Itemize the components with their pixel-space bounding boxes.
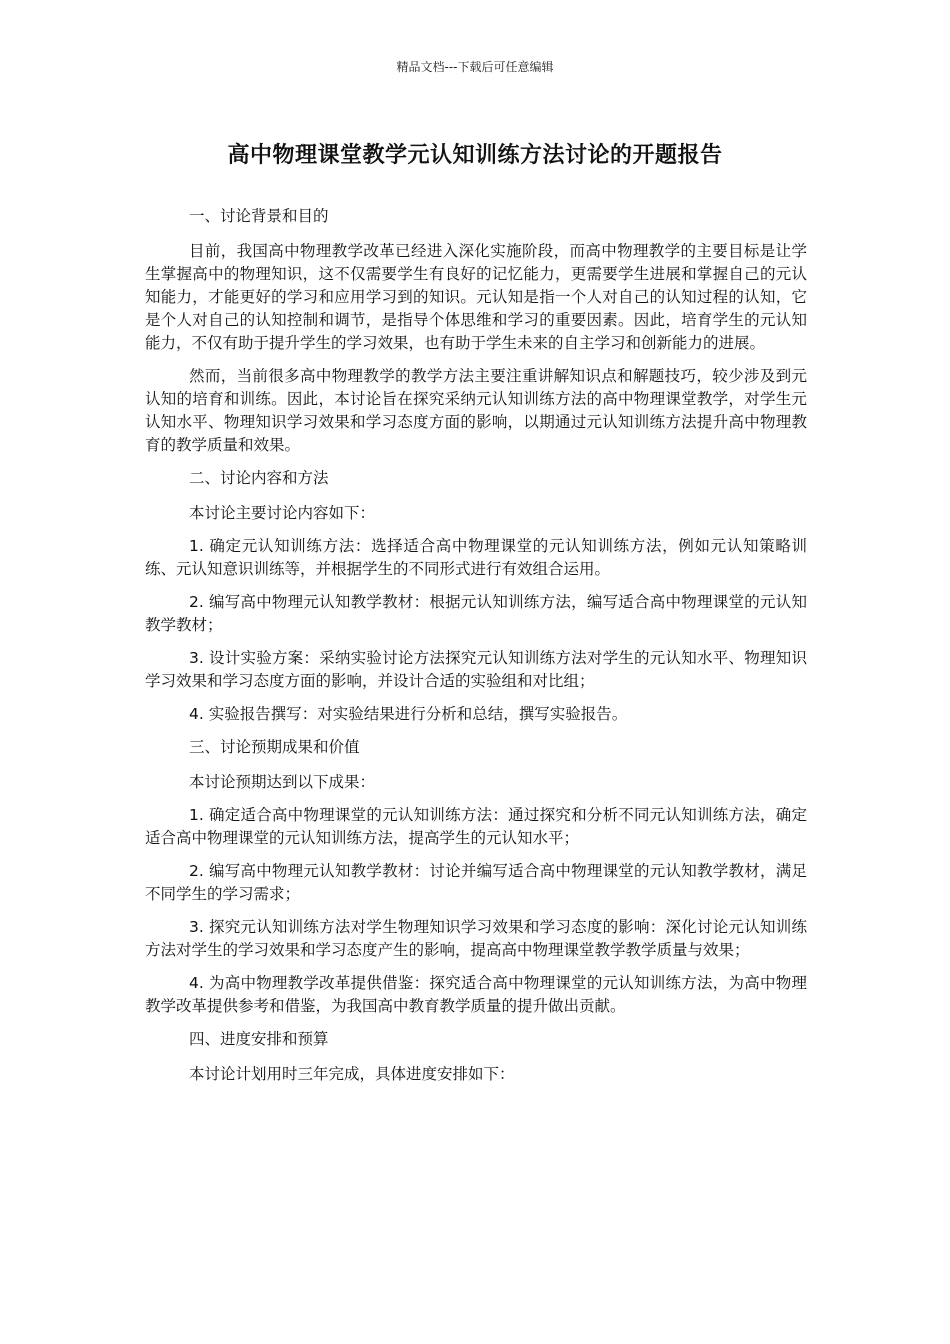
body-paragraph: 本讨论主要讨论内容如下： (189, 504, 376, 522)
section-heading: 四、进度安排和预算 (189, 1030, 329, 1048)
list-item: 2. 编写高中物理元认知教学教材：讨论并编写适合高中物理课堂的元认知教学教材，满足不同学生的学习需求； (145, 862, 807, 903)
section-heading: 三、讨论预期成果和价值 (189, 738, 360, 756)
body-paragraph: 本讨论预期达到以下成果： (189, 773, 376, 791)
list-item: 4. 实验报告撰写：对实验结果进行分析和总结，撰写实验报告。 (189, 705, 628, 723)
section-heading: 一、讨论背景和目的 (189, 207, 329, 225)
body-paragraph: 本讨论计划用时三年完成，具体进度安排如下： (189, 1065, 515, 1083)
list-item: 1. 确定元认知训练方法：选择适合高中物理课堂的元认知训练方法，例如元认知策略训练、元认知意识训练等，并根据学生的不同形式进行有效组合运用。 (145, 537, 807, 578)
list-item: 3. 设计实验方案：采纳实验讨论方法探究元认知训练方法对学生的元认知水平、物理知识学习效果和学习态度方面的影响，并设计合适的实验组和对比组； (145, 649, 807, 690)
section-heading: 二、讨论内容和方法 (189, 469, 329, 487)
list-item: 4. 为高中物理教学改革提供借鉴：探究适合高中物理课堂的元认知训练方法，为高中物理教学改革提供参考和借鉴，为我国高中教育教学质量的提升做出贡献。 (145, 974, 807, 1015)
list-item: 2. 编写高中物理元认知教学教材：根据元认知训练方法，编写适合高中物理课堂的元认知教学教材； (145, 593, 807, 634)
list-item: 3. 探究元认知训练方法对学生物理知识学习效果和学习态度的影响：深化讨论元认知训练方法对学生的学习效果和学习态度产生的影响，提高高中物理课堂教学教学质量与效果； (145, 918, 807, 959)
document-body (145, 205, 807, 1096)
list-item: 1. 确定适合高中物理课堂的元认知训练方法：通过探究和分析不同元认知训练方法，确定适合高中物理课堂的元认知训练方法，提高学生的元认知水平； (145, 806, 807, 847)
body-paragraph: 然而，当前很多高中物理教学的教学方法主要注重讲解知识点和解题技巧，较少涉及到元认知的培育和训练。因此，本讨论旨在探究采纳元认知训练方法的高中物理课堂教学，对学生元认知水平、物理知识学习效果和学习态度方面的影响，以期通过元认知训练方法提升高中物理教育的教学质量和效果。 (145, 367, 807, 454)
body-paragraph: 目前，我国高中物理教学改革已经进入深化实施阶段，而高中物理教学的主要目标是让学生掌握高中的物理知识，这不仅需要学生有良好的记忆能力，更需要学生进展和掌握自己的元认知能力，才能更好的学习和应用学习到的知识。元认知是指一个人对自己的认知过程的认知，它是个人对自己的认知控制和调节，是指导个体思维和学习的重要因素。因此，培育学生的元认知能力，不仅有助于提升学生的学习效果，也有助于学生未来的自主学习和创新能力的进展。 (145, 242, 807, 352)
document-title: 高中物理课堂教学元认知训练方法讨论的开题报告 (227, 143, 723, 168)
header-note: 精品文档---下载后可任意编辑 (396, 60, 554, 74)
